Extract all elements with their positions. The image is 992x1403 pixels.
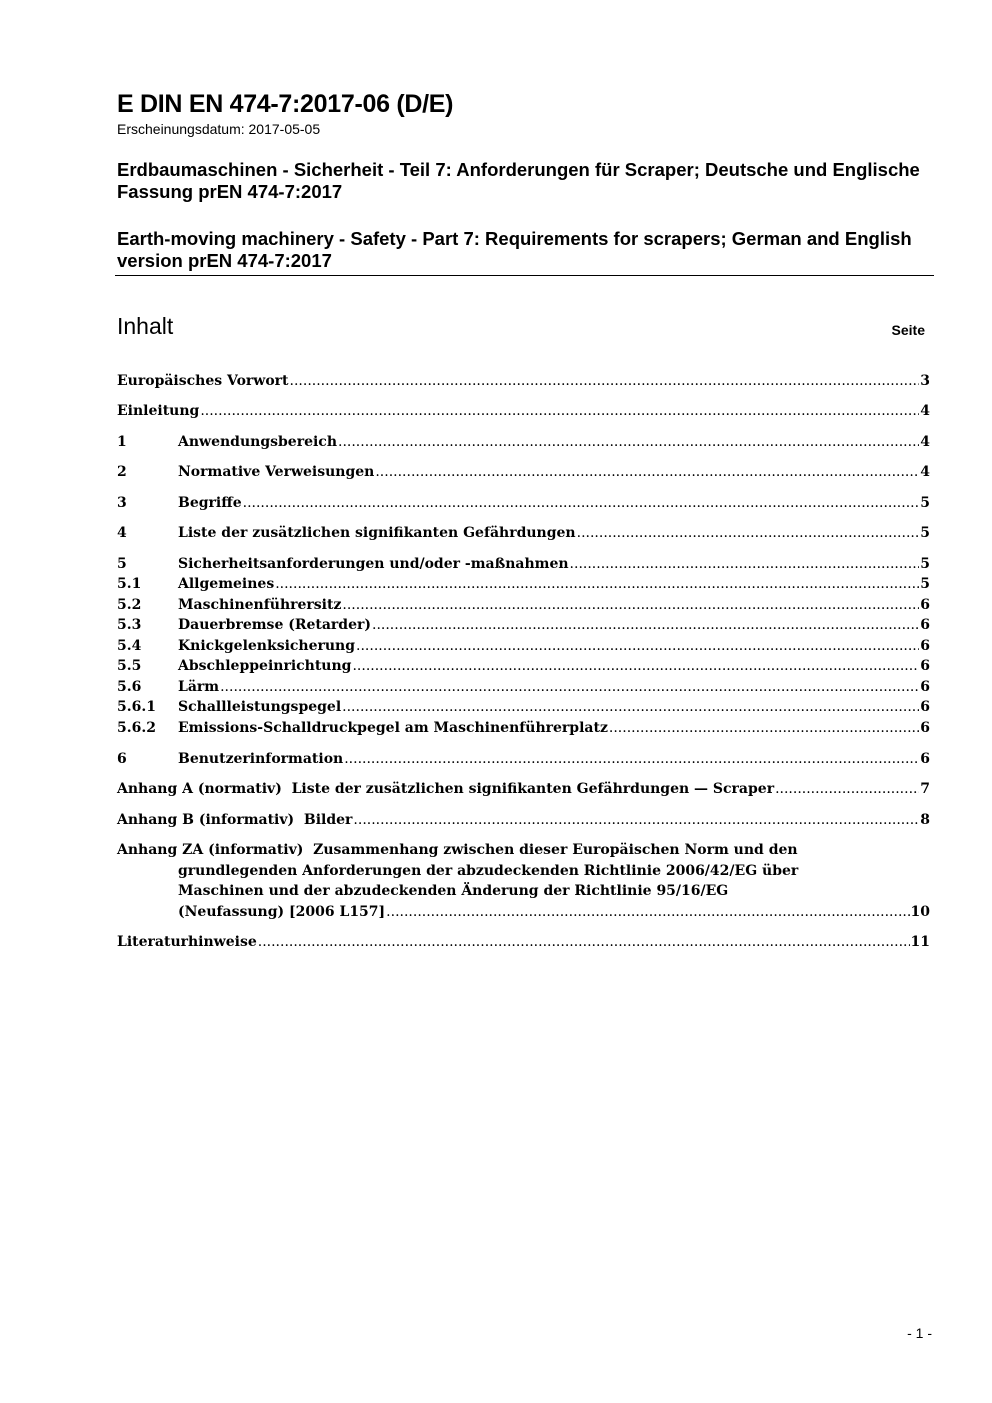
toc-entry-page: 5	[920, 576, 930, 592]
toc-leader	[577, 523, 920, 543]
toc-entry-label: Begriffe	[178, 495, 242, 511]
toc-leader	[342, 595, 919, 615]
toc-leader	[220, 677, 919, 697]
toc-entry-5-4[interactable]	[117, 636, 930, 656]
toc-leader	[353, 810, 919, 830]
page-number: - 1 -	[907, 1325, 932, 1341]
toc-entry-number: 5.3	[117, 617, 142, 633]
toc-entry-page: 6	[920, 751, 930, 767]
toc-leader	[200, 401, 919, 421]
toc-entry-page: 6	[920, 658, 930, 674]
toc-entry-5-6-1[interactable]	[117, 697, 930, 717]
toc-entry-page: 4	[920, 403, 930, 419]
toc-entry-5-6-2[interactable]	[117, 718, 930, 738]
toc-entry-5-2[interactable]	[117, 595, 930, 615]
toc-entry-label: Anhang A (normativ) Liste der zusätzlichen signifikanten Gefährdungen — Scraper	[117, 781, 775, 797]
toc-entry-label: Einleitung	[117, 403, 200, 419]
toc-entry-label: Maschinenführersitz	[178, 597, 342, 613]
toc-entry-1[interactable]	[117, 432, 930, 452]
toc-entry-page: 8	[920, 812, 930, 828]
toc-entry-number: 1	[117, 434, 127, 450]
toc-entry-page: 5	[920, 495, 930, 511]
toc-entry-number: 5.6	[117, 679, 142, 695]
toc-entry-page: 6	[920, 699, 930, 715]
toc-entry-page: 3	[920, 373, 930, 389]
toc-entry-label: Dauerbremse (Retarder)	[178, 617, 371, 633]
toc-annex-za-line1: Anhang ZA (informativ) Zusammenhang zwischen dieser Europäischen Norm und den	[117, 842, 798, 858]
toc-annex-za-line4	[178, 902, 930, 922]
toc-page-label: Seite	[891, 322, 925, 338]
title-english: Earth-moving machinery - Safety - Part 7: Requirements for scrapers; German and English version prEN 474-7:2017	[117, 228, 912, 271]
toc-leader	[352, 656, 919, 676]
toc-annex-za-line3: Maschinen und der abzudeckenden Änderung der Richtlinie 95/16/EG	[178, 883, 729, 899]
toc-entry-page: 6	[920, 638, 930, 654]
toc-entry-number: 6	[117, 751, 127, 767]
toc-annex-za-line2: grundlegenden Anforderungen der abzudeckenden Richtlinie 2006/42/EG über	[178, 863, 799, 879]
toc-entry-page: 6	[920, 597, 930, 613]
toc-entry-annex-b[interactable]	[117, 810, 930, 830]
toc-entry-3[interactable]	[117, 493, 930, 513]
toc-entry-number: 5.6.2	[117, 720, 156, 736]
toc-entry-page: 11	[910, 934, 930, 950]
toc-leader	[338, 432, 919, 452]
toc-entry-label: Abschleppeinrichtung	[178, 658, 352, 674]
toc-leader	[372, 615, 919, 635]
toc-entry-4[interactable]	[117, 523, 930, 543]
toc-entry-label: (Neufassung) [2006 L157]	[178, 904, 386, 920]
toc-entry-label: Anhang B (informativ) Bilder	[117, 812, 353, 828]
toc-leader	[570, 554, 920, 574]
toc-entry-page: 5	[920, 556, 930, 572]
toc-leader	[275, 574, 919, 594]
toc-leader	[375, 462, 919, 482]
toc-leader	[258, 932, 910, 952]
toc-entry-number: 5.4	[117, 638, 142, 654]
toc-leader	[344, 749, 919, 769]
toc-entry-page: 6	[920, 720, 930, 736]
toc-entry-page: 6	[920, 679, 930, 695]
toc-entry-page: 10	[910, 904, 930, 920]
toc-entry-number: 5	[117, 556, 127, 572]
toc-entry-label: Liste der zusätzlichen signifikanten Gefährdungen	[178, 525, 576, 541]
toc-heading: Inhalt	[117, 313, 174, 339]
toc-entry-label: Benutzerinformation	[178, 751, 344, 767]
toc-entry-label: Lärm	[178, 679, 220, 695]
toc-entry-page: 4	[920, 434, 930, 450]
document-id: E DIN EN 474-7:2017-06 (D/E)	[117, 90, 454, 118]
toc-entry-5[interactable]	[117, 554, 930, 574]
toc-entry-page: 5	[920, 525, 930, 541]
toc-leader	[609, 718, 919, 738]
toc-leader	[386, 902, 909, 922]
toc-entry-foreword[interactable]	[117, 371, 930, 391]
toc-entry-label: Literaturhinweise	[117, 934, 257, 950]
toc-entry-label: Normative Verweisungen	[178, 464, 375, 480]
toc-entry-number: 5.5	[117, 658, 142, 674]
toc-entry-label: Knickgelenksicherung	[178, 638, 356, 654]
title-german: Erdbaumaschinen - Sicherheit - Teil 7: Anforderungen für Scraper; Deutsche und Englische Fassung prEN 474-7:2017	[117, 159, 920, 202]
toc-entry-2[interactable]	[117, 462, 930, 482]
toc-entry-5-3[interactable]	[117, 615, 930, 635]
toc-entry-6[interactable]	[117, 749, 930, 769]
toc-entry-number: 5.2	[117, 597, 142, 613]
toc-entry-page: 7	[920, 781, 930, 797]
toc-entry-label: Sicherheitsanforderungen und/oder -maßnahmen	[178, 556, 569, 572]
toc-entry-5-5[interactable]	[117, 656, 930, 676]
toc-entry-number: 2	[117, 464, 127, 480]
toc-entry-number: 5.1	[117, 576, 142, 592]
toc-entry-page: 4	[920, 464, 930, 480]
toc-entry-label: Europäisches Vorwort	[117, 373, 289, 389]
toc-entry-number: 4	[117, 525, 127, 541]
toc-entry-number: 5.6.1	[117, 699, 156, 715]
toc-leader	[775, 779, 919, 799]
toc-entry-5-6[interactable]	[117, 677, 930, 697]
toc-entry-5-1[interactable]	[117, 574, 930, 594]
toc-leader	[356, 636, 919, 656]
header-rule	[115, 275, 934, 276]
toc-entry-number: 3	[117, 495, 127, 511]
toc-leader	[290, 371, 920, 391]
toc-leader	[342, 697, 919, 717]
toc-entry-label: Allgemeines	[178, 576, 275, 592]
toc-entry-label: Schallleistungspegel	[178, 699, 342, 715]
toc-entry-introduction[interactable]	[117, 401, 930, 421]
toc-entry-annex-a[interactable]	[117, 779, 930, 799]
publication-date: Erscheinungsdatum: 2017-05-05	[117, 121, 321, 137]
toc-entry-bibliography[interactable]	[117, 932, 930, 952]
toc-entry-page: 6	[920, 617, 930, 633]
toc-entry-label: Anwendungsbereich	[178, 434, 337, 450]
toc-leader	[243, 493, 920, 513]
toc-entry-label: Emissions-Schalldruckpegel am Maschinenführerplatz	[178, 720, 608, 736]
